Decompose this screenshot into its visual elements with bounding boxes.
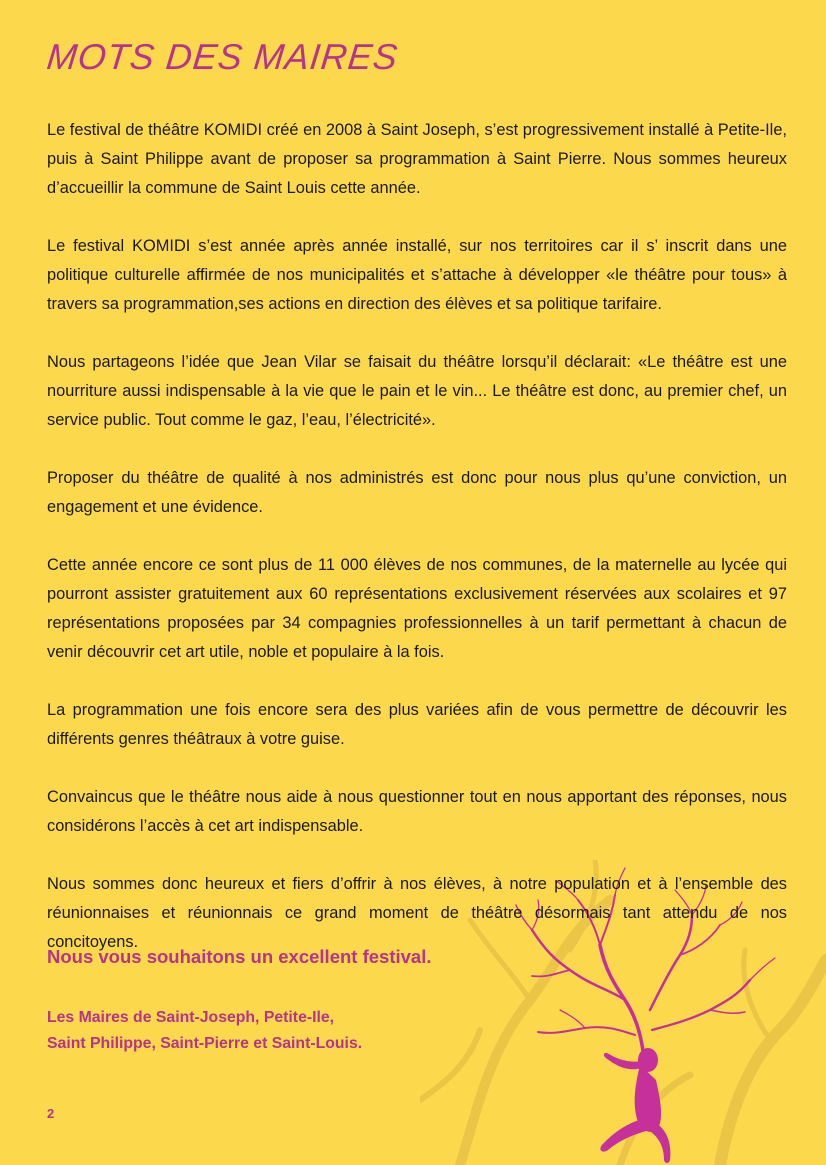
- signature: [47, 1005, 362, 1057]
- paragraph: Convaincus que le théâtre nous aide à nous questionner tout en nous apportant des réponses, nous considérons l’accès à cet art indispensable.: [47, 788, 787, 835]
- paragraph: Proposer du théâtre de qualité à nos administrés est donc pour nous plus qu’une conviction, un engagement et une évidence.: [47, 469, 787, 516]
- body-text: [47, 116, 787, 986]
- page-number: 2: [47, 1106, 55, 1121]
- paragraph: Nous partageons l’idée que Jean Vilar se faisait du théâtre lorsqu’il déclarait: «Le théâtre est une nourriture aussi indispensable à la vie que le pain et le vin... Le théâtre est donc, au premier chef, un service public. Tout comme le gaz, l’eau, l’électricité».: [47, 353, 787, 429]
- paragraph: Le festival de théâtre KOMIDI créé en 2008 à Saint Joseph, s’est progressivement installé à Petite-Ile, puis à Saint Philippe avant de proposer sa programmation à Saint Pierre. Nous sommes heureux d’accueillir la commune de Saint Louis cette année.: [47, 121, 787, 197]
- dancer-figure: [600, 1048, 670, 1163]
- paragraph: La programmation une fois encore sera des plus variées afin de vous permettre de découvrir les différents genres théâtraux à votre guise.: [47, 701, 787, 748]
- page-title: MOTS DES MAIRES: [44, 36, 401, 77]
- signature-line-2: Saint Philippe, Saint-Pierre et Saint-Louis.: [47, 1035, 363, 1052]
- closing-wish: Nous vous souhaitons un excellent festival.: [47, 946, 432, 967]
- paragraph: Nous sommes donc heureux et fiers d’offrir à nos élèves, à notre population et à l’ensemble des réunionnaises et réunionnais ce grand moment de théâtre désormais tant attendu de nos concitoyens.: [47, 875, 787, 951]
- signature-line-1: Les Maires de Saint-Joseph, Petite-Ile,: [47, 1009, 335, 1026]
- paragraph: Le festival KOMIDI s’est année après année installé, sur nos territoires car il s’ inscrit dans une politique culturelle affirmée de nos municipalités et s’attache à développer «le théâtre pour tous» à travers sa programmation,ses actions en direction des élèves et sa politique tarifaire.: [47, 237, 787, 313]
- paragraph: Cette année encore ce sont plus de 11 000 élèves de nos communes, de la maternelle au lycée qui pourront assister gratuitement aux 60 représentations exclusivement réservées aux scolaires et 97 représentations proposées par 34 compagnies professionnelles à un tarif permettant à chacun de venir découvrir cet art utile, noble et populaire à la fois.: [47, 556, 787, 661]
